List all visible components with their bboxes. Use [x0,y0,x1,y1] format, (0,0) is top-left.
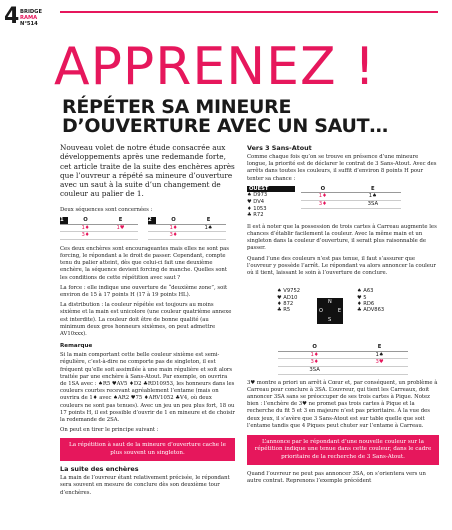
subtitle-line-1: RÉPÉTER SA MINEURE [62,96,292,118]
page-title: APPRENEZ ! [54,37,377,97]
hand-line: ♦ 1053 [247,205,267,212]
paragraph-distribution: La distribution : la couleur répétée est toujours au moins sixième et la main est unicolore (une couleur quatrième annexe est interdite). La couleur doit être de bonne qualité (au minimum deux gros honneurs sixièmes, on peut admettre AV10xxx). [60,302,232,337]
bid-cell: 1♦ [301,193,345,201]
remark-title: Remarque [60,343,93,350]
bidding-table-1 [301,186,401,209]
hand-line: ♠ D973 [247,192,268,199]
pull-quote-left: La répétition à saut de la mineure d’ouverture cache le plus souvent un singleton. [60,438,235,461]
bid-cell [351,366,408,374]
principle-line: On peut en tirer le principe suivant : [60,427,159,434]
sequence-2-number: 2 [148,217,156,224]
bid-header-east: E [351,344,408,351]
paragraph-force: La force : elle indique une ouverture de “deuxième zone”, soit environ de 15 à 17 points H (17 à 19 points HL). [60,284,228,298]
hand-line: ♦ 872 [277,300,294,307]
bid-header-west: O [278,344,351,351]
bid-cell [103,232,138,240]
bid-cell: 3♦ [68,232,103,240]
bid-cell: 3♦ [278,359,351,367]
bid-cell: 1♦ [156,224,191,232]
bid-cell: 3SA [278,366,351,374]
hand-line: ♥ DV4 [247,199,265,205]
hand-line: ♦ RD6 [357,300,375,307]
sequence-2-table [148,217,226,240]
bid-header-west: O [68,217,103,224]
bid-cell: 1♥ [103,224,138,232]
paragraph-final: Quand l’ouvreur ne peut pas annoncer 3SA, on s’orientera vers un autre contrat. Reprenons l’exemple précédent [247,471,426,485]
hand-line: ♣ ADV863 [357,307,385,314]
deal-diagram [247,280,439,344]
right-column [247,144,439,489]
bid-cell: 1♦ [278,351,351,359]
bid-header-east: E [103,217,138,224]
suite-paragraph: La main de l’ouvreur étant relativement précisée, le répondant sera souvent en mesure de conclure dès son deuxième tour d’enchères. [60,475,230,496]
west-hand [247,186,295,219]
bid-cell: 3♥ [351,359,408,367]
bidding-table-2 [278,344,408,374]
subtitle-line-2: D’OUVERTURE AVEC UN SAUT… [62,115,388,137]
west-label: OUEST [247,186,295,193]
section-title-3sa: Vers 3 Sans-Atout [247,144,312,152]
remark-paragraph: Si la main comportant cette belle couleur sixième est semi-régulière, c’est-à-dire ne comporte pas de singleton, il est fréquent qu’elle soit assimilée à une main régulière et soit alors traitée par une enchère à Sans-Atout. Par exemple, on ouvrira de 1SA avec : ♠R5 ♥AV5 ♦D2 ♣RD10953, les honneurs dans les couleurs courtes recevant agréablement l’entame (mais on ouvrira de 1♦ avec ♠AR2 ♥75 ♦ARV1052 ♣V4, où deux couleurs ne sont pas tenues). Avec un jeu un peu plus fort, 18 ou 17 points H, il est possible d’ouvrir de 1 en mineure et de choisir la redemande de 2SA. [60,352,235,424]
paragraph-note: Il est à noter que la possession de trois cartes à Carreau augmente les chances d’établir facilement la couleur. Avec la même main et un singleton dans la couleur d’ouverture, il serait plus raisonnable de passer. [247,223,437,252]
bid-header-east: E [191,217,226,224]
brand-logo [20,9,42,27]
deal-east-hand [357,288,384,313]
hand-line: ♣ R72 [247,212,264,219]
bid-cell [191,232,226,240]
sequence-1-table [60,217,138,240]
bid-cell: 1♦ [68,224,103,232]
hand-line: ♥ 5 [357,294,367,301]
bid-cell: 3♦ [156,232,191,240]
bid-cell: 3SA [345,201,401,209]
bid-cell: 3♦ [301,201,345,209]
paragraph-3h-analysis: 3♥ montre a priori un arrêt à Cœur et, par conséquent, un problème à Carreau pour conclure à 3SA. L’ouvreur, qui tient les Carreaux, doit annoncer 3SA sans se préoccuper de ses trois cartes à Pique. Notez bien : l’enchère de 3♥ ne promet pas trois cartes à Pique et la recherche du fit 5 et 3 en majeure n’est pas prioritaire. À la vue des deux jeux, il s’avère que 3 Sans-Atout est sur table quelle que soit l’entame tandis que 4 Piques peut chuter sur l’entame à Carreau. [247,379,438,429]
bid-header-west: O [301,186,345,193]
bid-cell: 1♠ [345,193,401,201]
brand-line2: RAMA [20,15,38,21]
paragraph-stopper: Quand l’une des couleurs n’est pas tenue, il faut s’assurer que l’ouvreur y possède l’arrêt. Le répondant va alors annoncer la couleur où il tient, laissant le soin à l’ouverture de conclure. [247,255,436,276]
bid-header-west: O [156,217,191,224]
bid-header-east: E [345,186,401,193]
pull-quote-right: L’annonce par le répondant d’une nouvelle couleur sur la répétition indique une tenue dans cette couleur, dans le cadre prioritaire de la recherche de 3 Sans-Atout. [247,435,439,465]
compass-east: E [337,308,341,315]
compass-box [317,298,343,324]
hand-line: ♣ R5 [277,307,291,314]
page-subtitle [62,98,388,136]
hand-line: ♠ A63 [357,288,374,295]
bid-cell: 1♠ [191,224,226,232]
compass-west: O [319,308,323,315]
example-1 [247,186,439,219]
hand-line: ♠ V9752 [277,288,301,295]
sequence-1-number: 1 [60,217,68,224]
lead-paragraph: Nouveau volet de notre étude consacrée aux développements après une redemande forte, cet article traite de la suite des enchères après que l’ouvreur a répété sa mineure d’ouverture avec un saut à la suite d’un changement de couleur au palier de 1. [60,143,235,199]
header-rule [60,11,438,13]
deal-west-hand [277,288,300,313]
brand-line1: BRIDGE [20,9,42,15]
left-column [60,143,235,500]
bid-cell: 1♠ [351,351,408,359]
compass-north: N [328,299,332,306]
section-title-suite: La suite des enchères [60,465,139,474]
issue-number: N°514 [20,21,38,27]
page-number: 4 [4,4,20,29]
paragraph-forcing: Ces deux enchères sont encourageantes mais elles ne sont pas forcing, le répondant a le droit de passer. Cependant, compte tenu du palier atteint, dès que celui-ci fait une deuxième enchère, la séquence devient forcing de manche. Quelles sont les conditions de cette répétition avec saut ? [60,245,229,281]
paragraph-3sa-intro: Comme chaque fois qu’on se trouve en présence d’une mineure longue, la priorité est de déclarer le contrat de 3 Sans-Atout. Avec des arrêts dans toutes les couleurs, il suffit d’environ 8 points H pour tenter sa chance : [247,154,437,182]
hand-line: ♥ AD10 [277,294,298,301]
sequence-tables [60,217,235,240]
compass-south: S [328,316,332,323]
sequence-intro: Deux séquences sont concernées : [60,206,153,213]
